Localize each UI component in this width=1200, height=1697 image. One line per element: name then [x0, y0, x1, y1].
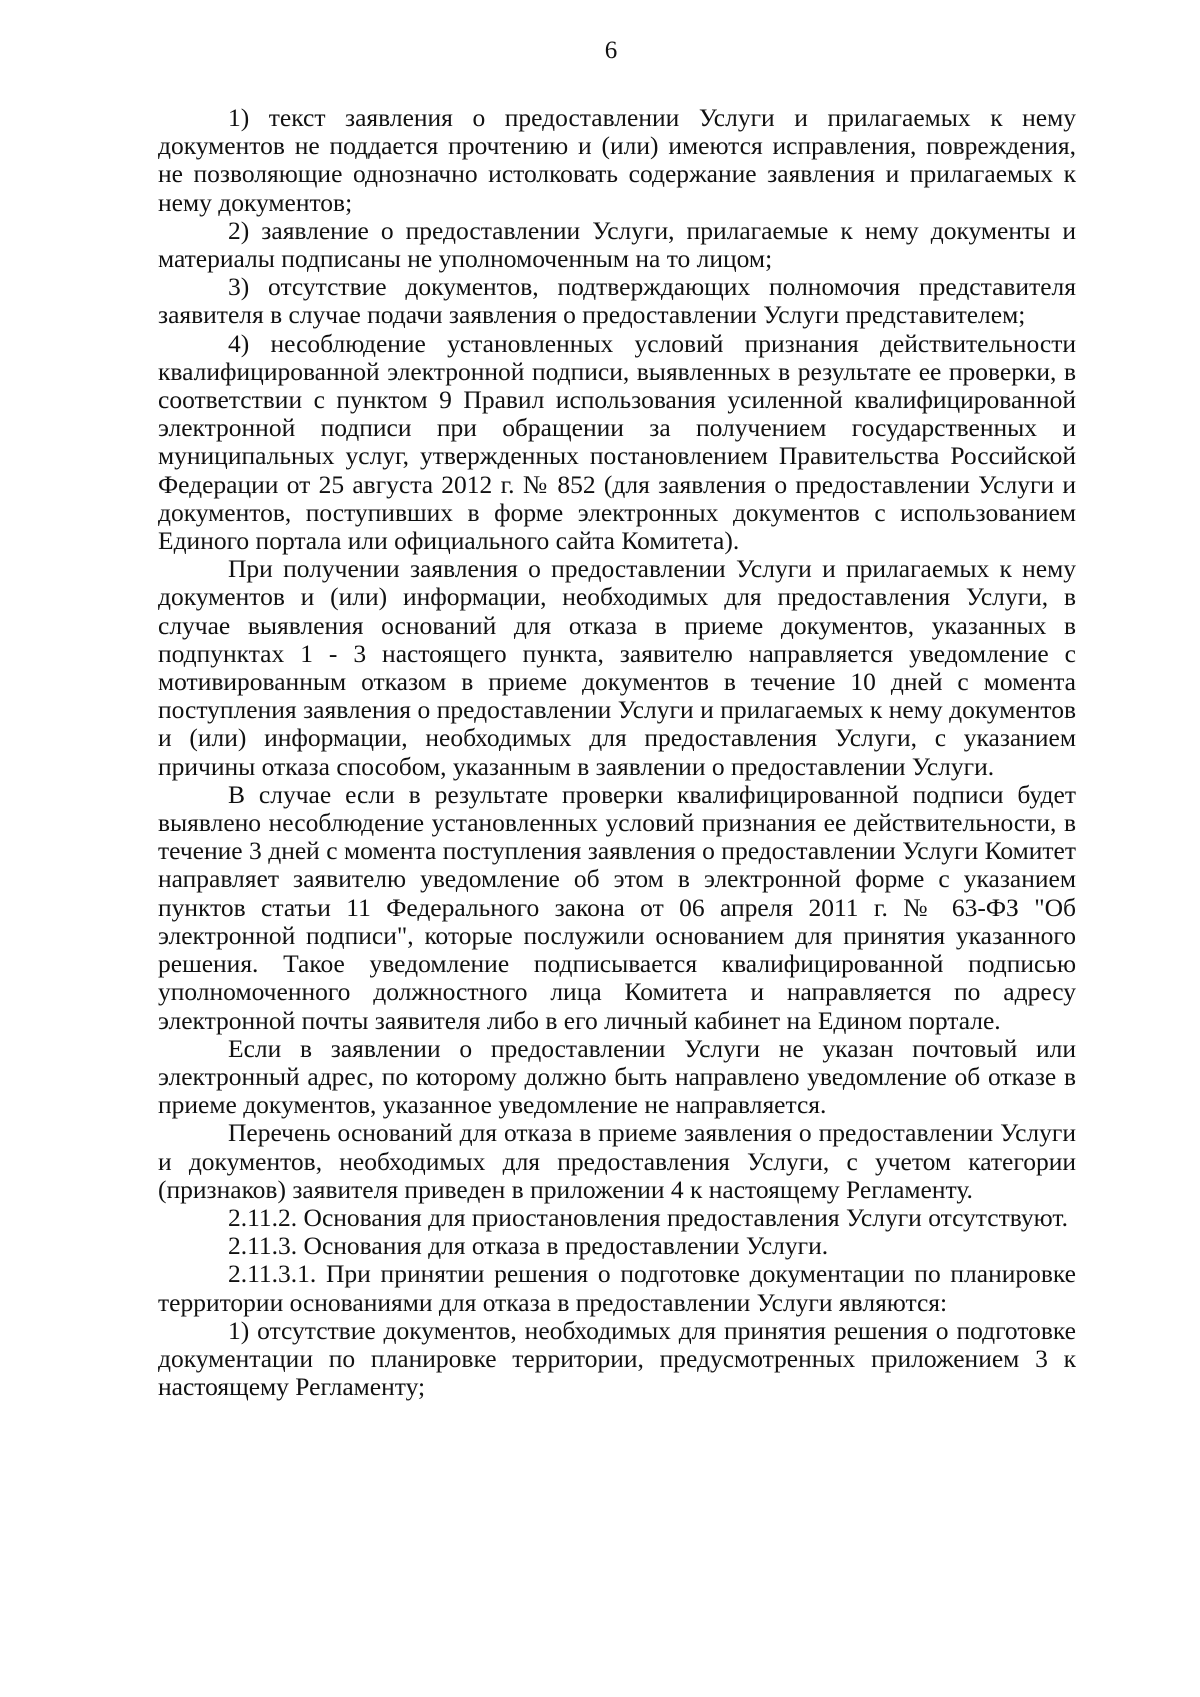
- paragraph-rejection-notice: При получении заявления о предоставлении Услуги и прилагаемых к нему документов и (или) информации, необходимых для предоставления Услуги, в случае выявления оснований для отказа в приеме документов, указанных в подпунктах 1 - 3 настоящего пункта, заявителю направляется уведомление с мотивированным отказом в приеме документов в течение 10 дней с момента поступления заявления о предоставлении Услуги и прилагаемых к нему документов и (или) информации, необходимых для предоставления Услуги, с указанием причины отказа способом, указанным в заявлении о предоставлении Услуги.: [158, 554, 1076, 781]
- paragraph-item-2: 2) заявление о предоставлении Услуги, прилагаемые к нему документы и материалы подписаны не уполномоченным на то лицом;: [158, 215, 1076, 274]
- paragraph-signature-check: В случае если в результате проверки квалифицированной подписи будет выявлено несоблюдение установленных условий признания ее действительности, в течение 3 дней с момента поступления заявления о предоставлении Услуги Комитет направляет заявителю уведомление об этом в электронной форме с указанием пунктов статьи 11 Федерального закона от 06 апреля 2011 г. № 63-ФЗ "Об электронной подписи", которые послужили основанием для принятия указанного решения. Такое уведомление подписывается квалифицированной подписью уполномоченного должностного лица Комитета и направляется по адресу электронной почты заявителя либо в его личный кабинет на Едином портале.: [158, 779, 1076, 1035]
- paragraph-item-1: 1) текст заявления о предоставлении Услуги и прилагаемых к нему документов не поддается прочтению и (или) имеются исправления, повреждения, не позволяющие однозначно истолковать содержание заявления и прилагаемых к нему документов;: [158, 103, 1076, 217]
- document-body: [158, 104, 1076, 1401]
- paragraph-grounds-list: Перечень оснований для отказа в приеме заявления о предоставлении Услуги и документов, необходимых для предоставления Услуги, с учетом категории (признаков) заявителя приведен в приложении 4 к настоящему Регламенту.: [158, 1118, 1076, 1204]
- paragraph-2-11-3: 2.11.3. Основания для отказа в предоставлении Услуги.: [228, 1231, 829, 1261]
- paragraph-item-3: 3) отсутствие документов, подтверждающих полномочия представителя заявителя в случае подачи заявления о предоставлении Услуги представителем;: [158, 272, 1076, 330]
- page-number: 6: [604, 37, 618, 64]
- paragraph-item-4: 4) несоблюдение установленных условий признания действительности квалифицированной электронной подписи, выявленных в результате ее проверки, в соответствии с пунктом 9 Правил использования усиленной квалифицированной электронной подписи при обращении за получением государственных и муниципальных услуг, утвержденных постановлением Правительства Российской Федерации от 25 августа 2012 г. № 852 (для заявления о предоставлении Услуги и документов, поступивших в форме электронных документов с использованием Единого портала или официального сайта Комитета).: [158, 328, 1076, 556]
- paragraph-refusal-item-1: 1) отсутствие документов, необходимых для принятия решения о подготовке документации по планировке территории, предусмотренных приложением 3 к настоящему Регламенту;: [158, 1315, 1076, 1402]
- paragraph-2-11-2: 2.11.2. Основания для приостановления предоставления Услуги отсутствуют.: [228, 1202, 1068, 1232]
- paragraph-2-11-3-1: 2.11.3.1. При принятии решения о подготовке документации по планировке территории основаниями для отказа в предоставлении Услуги являются:: [158, 1259, 1076, 1317]
- paragraph-no-address: Если в заявлении о предоставлении Услуги не указан почтовый или электронный адрес, по которому должно быть направлено уведомление об отказе в приеме документов, указанное уведомление не направляется.: [158, 1033, 1076, 1120]
